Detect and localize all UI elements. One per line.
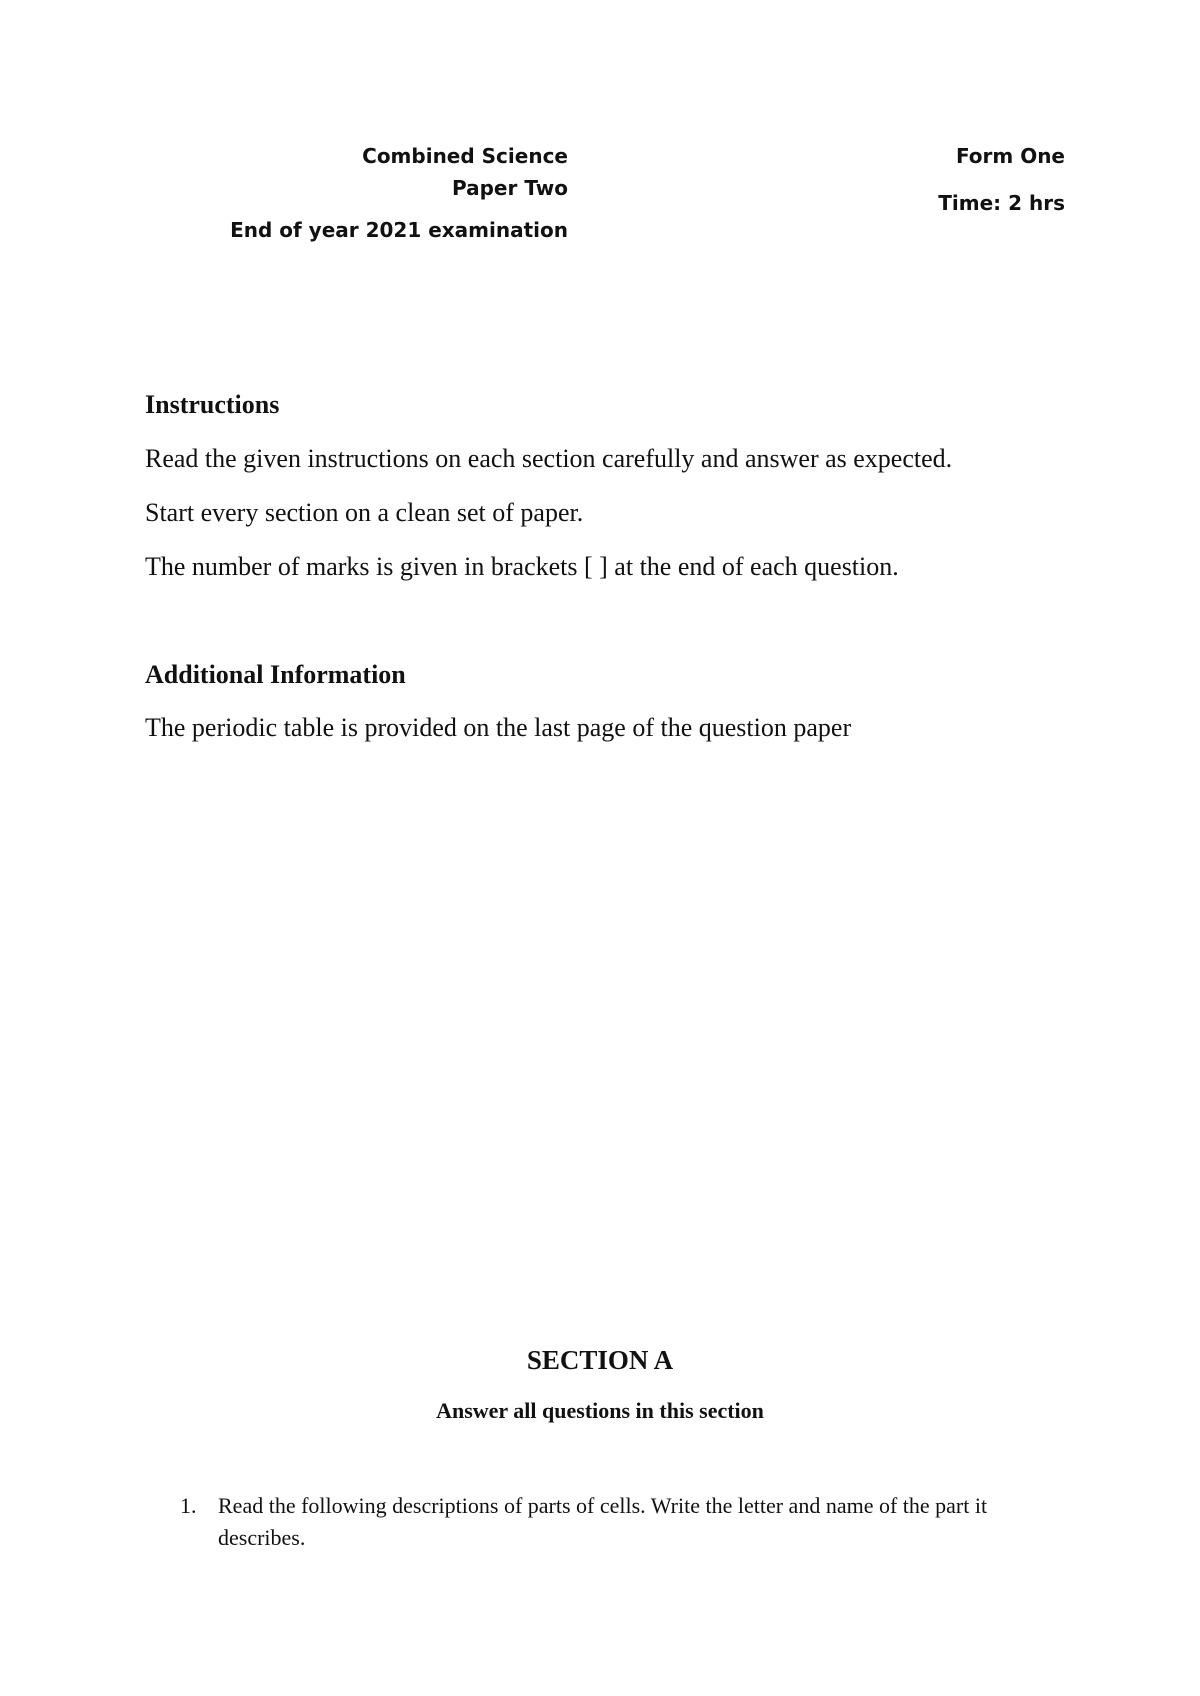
additional-info-text: The periodic table is provided on the last page of the question paper (145, 713, 852, 742)
section-a-title: SECTION A (526, 1345, 674, 1375)
instruction-item: Read the given instructions on each section carefully and answer as expected. (145, 444, 953, 473)
header-left-block (230, 144, 568, 242)
header-right-block (938, 144, 1065, 215)
section-a-subtitle: Answer all questions in this section (436, 1398, 764, 1423)
instruction-item: Start every section on a clean set of paper. (145, 498, 584, 527)
form-level: Form One (955, 144, 1065, 168)
additional-info-heading: Additional Information (145, 660, 406, 689)
question-number: 1. (180, 1493, 197, 1518)
instructions-heading: Instructions (145, 390, 280, 419)
question-1 (180, 1490, 1060, 1554)
subject-title: Combined Science (362, 144, 568, 168)
paper-number: Paper Two (452, 176, 568, 200)
instruction-item: The number of marks is given in brackets [ ] at the end of each question. (145, 552, 899, 581)
exam-title: End of year 2021 examination (230, 218, 568, 242)
time-allowed: Time: 2 hrs (938, 191, 1065, 215)
question-text: Read the following descriptions of parts of cells. Write the letter and name of the part it describes. (218, 1493, 988, 1550)
